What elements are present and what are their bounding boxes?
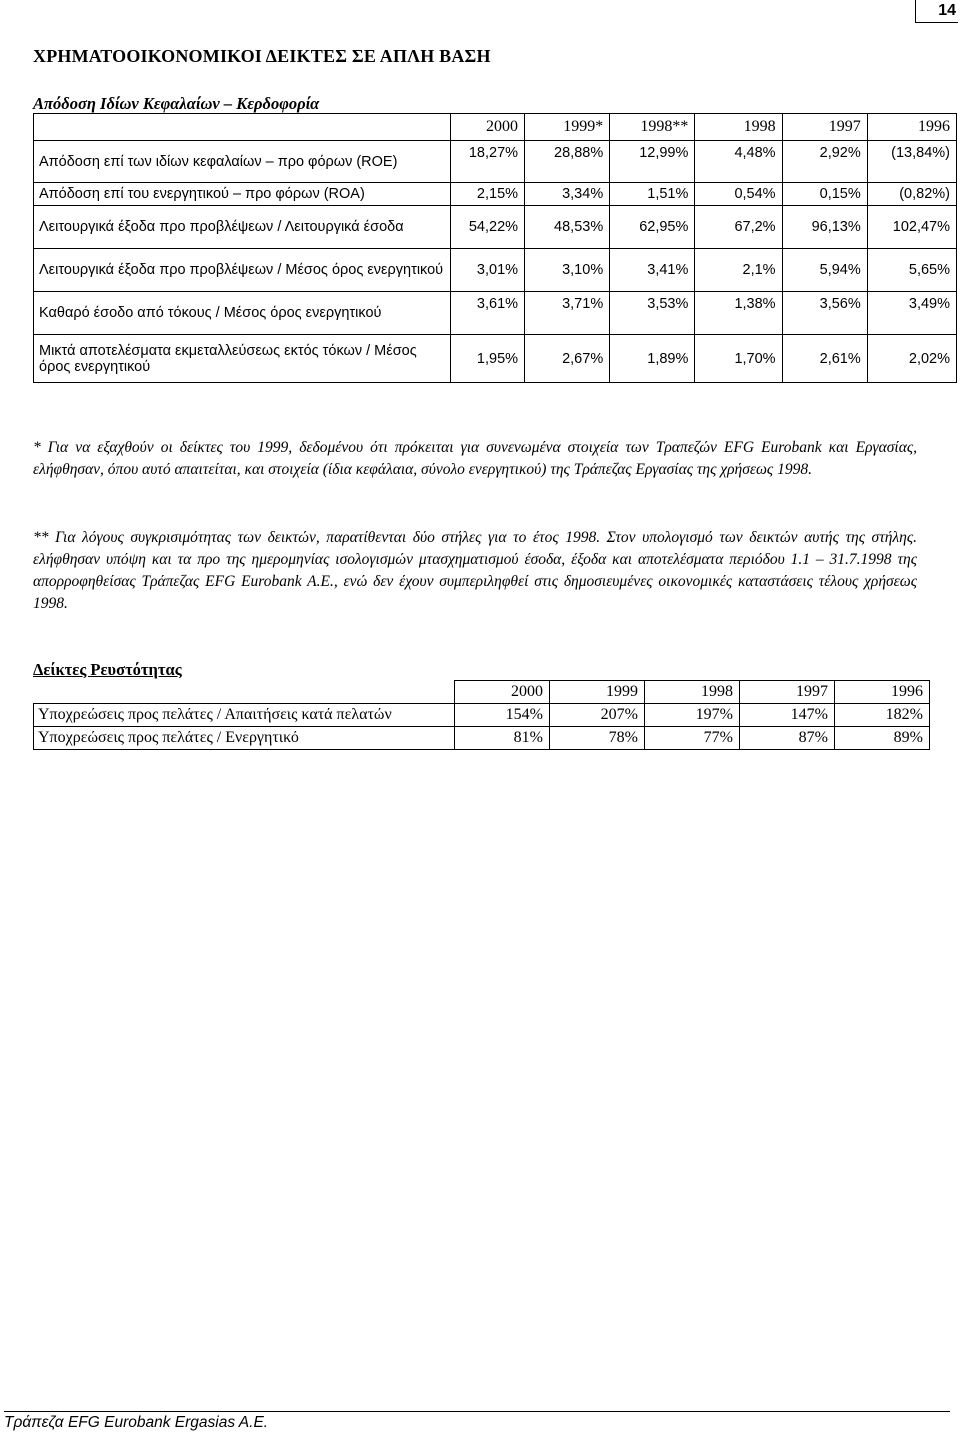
header-blank-cell <box>34 681 455 704</box>
row-label: Καθαρό έσοδο από τόκους / Μέσος όρος ενεργητικού <box>34 292 451 335</box>
table-cell: 3,71% <box>525 292 610 335</box>
table-cell: 0,54% <box>695 183 782 206</box>
table-cell: (13,84%) <box>867 141 956 183</box>
table-cell: 62,95% <box>610 206 695 249</box>
table-cell: 28,88% <box>525 141 610 183</box>
table-header-row <box>34 681 930 704</box>
liquidity-table <box>33 680 930 750</box>
table-cell: 1,38% <box>695 292 782 335</box>
column-header: 1996 <box>867 114 956 141</box>
footer-divider <box>4 1411 950 1412</box>
table-cell: 3,49% <box>867 292 956 335</box>
document-title: ΧΡΗΜΑΤΟΟΙΚΟΝΟΜΙΚΟΙ ΔΕΙΚΤΕΣ ΣΕ ΑΠΛΗ ΒΑΣΗ <box>33 46 491 66</box>
footnote-1998: ** Για λόγους συγκρισιμότητας των δεικτών, παρατίθενται δύο στήλες για το έτος 1998. Στον υπολογισμό των δεικτών αυτής της στήλης. ελήφθησαν υπόψη και τα προ της ημερομηνίας ισολογισμών μτασχηματισμού έσοδα, έξοδα και αποτελέσματα περιόδου 1.1 – 31.7.1998 της απορροφηθείσας Τράπεζας EFG Eurobank A.E., ενώ δεν έχουν συμπεριληφθεί στις δημοσιευμένες οικονομικές καταστάσεις τέλους χρήσεως 1998. <box>33 529 917 612</box>
column-header: 1997 <box>740 681 835 704</box>
table-row <box>34 292 957 335</box>
footer-bank-name: Τράπεζα EFG Eurobank Ergasias A.E. <box>4 1414 269 1431</box>
table-cell: 2,15% <box>450 183 524 206</box>
table-cell: 54,22% <box>450 206 524 249</box>
table-cell: 2,61% <box>782 335 867 383</box>
table-cell: 1,89% <box>610 335 695 383</box>
table-cell: 207% <box>550 704 645 727</box>
row-label: Υποχρεώσεις προς πελάτες / Απαιτήσεις κατά πελατών <box>34 704 455 727</box>
table-cell: 1,70% <box>695 335 782 383</box>
table-cell: 18,27% <box>450 141 524 183</box>
column-header: 1998** <box>610 114 695 141</box>
table-row <box>34 335 957 383</box>
row-label: Μικτά αποτελέσματα εκμεταλλεύσεως εκτός τόκων / Μέσος όρος ενεργητικού <box>34 335 451 383</box>
table-cell: 2,1% <box>695 249 782 292</box>
table-row <box>34 704 930 727</box>
table-row <box>34 183 957 206</box>
table-row <box>34 141 957 183</box>
table-cell: 2,92% <box>782 141 867 183</box>
table-cell: 147% <box>740 704 835 727</box>
table-cell: 3,41% <box>610 249 695 292</box>
table-cell: 12,99% <box>610 141 695 183</box>
column-header: 2000 <box>450 114 524 141</box>
table-cell: 154% <box>455 704 550 727</box>
table-cell: 1,95% <box>450 335 524 383</box>
row-label: Απόδοση επί του ενεργητικού – προ φόρων (ROA) <box>34 183 451 206</box>
table-cell: 78% <box>550 727 645 750</box>
table-header-row <box>34 114 957 141</box>
profitability-table <box>33 113 957 383</box>
column-header: 1999 <box>550 681 645 704</box>
column-header: 1996 <box>835 681 930 704</box>
row-label: Λειτουργικά έξοδα προ προβλέψεων / Λειτουργικά έσοδα <box>34 206 451 249</box>
section-title-liquidity: Δείκτες Ρευστότητας <box>33 660 182 679</box>
footnote-1999: * Για να εξαχθούν οι δείκτες του 1999, δεδομένου ότι πρόκειται για συνενωμένα στοιχεία των Τραπεζών EFG Eurobank και Εργασίας, ελήφθησαν, όπου αυτό απαιτείται, και στοιχεία (ίδια κεφάλαια, σύνολο ενεργητικού) της Τράπεζας Εργασίας της χρήσεως 1998. <box>33 439 917 478</box>
table-cell: 87% <box>740 727 835 750</box>
table-cell: 3,34% <box>525 183 610 206</box>
section-title-profitability: Απόδοση Ιδίων Κεφαλαίων – Κερδοφορία <box>33 94 320 113</box>
table-cell: 2,67% <box>525 335 610 383</box>
row-label: Λειτουργικά έξοδα προ προβλέψεων / Μέσος όρος ενεργητικού <box>34 249 451 292</box>
table-cell: 48,53% <box>525 206 610 249</box>
table-cell: 4,48% <box>695 141 782 183</box>
table-row <box>34 249 957 292</box>
table-cell: 3,61% <box>450 292 524 335</box>
table-row <box>34 206 957 249</box>
table-cell: 77% <box>645 727 740 750</box>
table-cell: 182% <box>835 704 930 727</box>
column-header: 2000 <box>455 681 550 704</box>
row-label: Υποχρεώσεις προς πελάτες / Ενεργητικό <box>34 727 455 750</box>
table-cell: 0,15% <box>782 183 867 206</box>
table-row <box>34 727 930 750</box>
table-cell: 3,01% <box>450 249 524 292</box>
column-header: 1998 <box>645 681 740 704</box>
page-number: 14 <box>915 0 958 23</box>
column-header: 1998 <box>695 114 782 141</box>
table-cell: 81% <box>455 727 550 750</box>
table-cell: 197% <box>645 704 740 727</box>
table-cell: 2,02% <box>867 335 956 383</box>
table-cell: 5,65% <box>867 249 956 292</box>
table-cell: 89% <box>835 727 930 750</box>
column-header: 1997 <box>782 114 867 141</box>
table-cell: 3,56% <box>782 292 867 335</box>
table-cell: 1,51% <box>610 183 695 206</box>
row-label: Απόδοση επί των ιδίων κεφαλαίων – προ φόρων (ROE) <box>34 141 451 183</box>
table-cell: 3,10% <box>525 249 610 292</box>
table-cell: (0,82%) <box>867 183 956 206</box>
column-header: 1999* <box>525 114 610 141</box>
table-cell: 3,53% <box>610 292 695 335</box>
table-cell: 67,2% <box>695 206 782 249</box>
table-cell: 96,13% <box>782 206 867 249</box>
table-cell: 5,94% <box>782 249 867 292</box>
header-blank-cell <box>34 114 451 141</box>
table-cell: 102,47% <box>867 206 956 249</box>
